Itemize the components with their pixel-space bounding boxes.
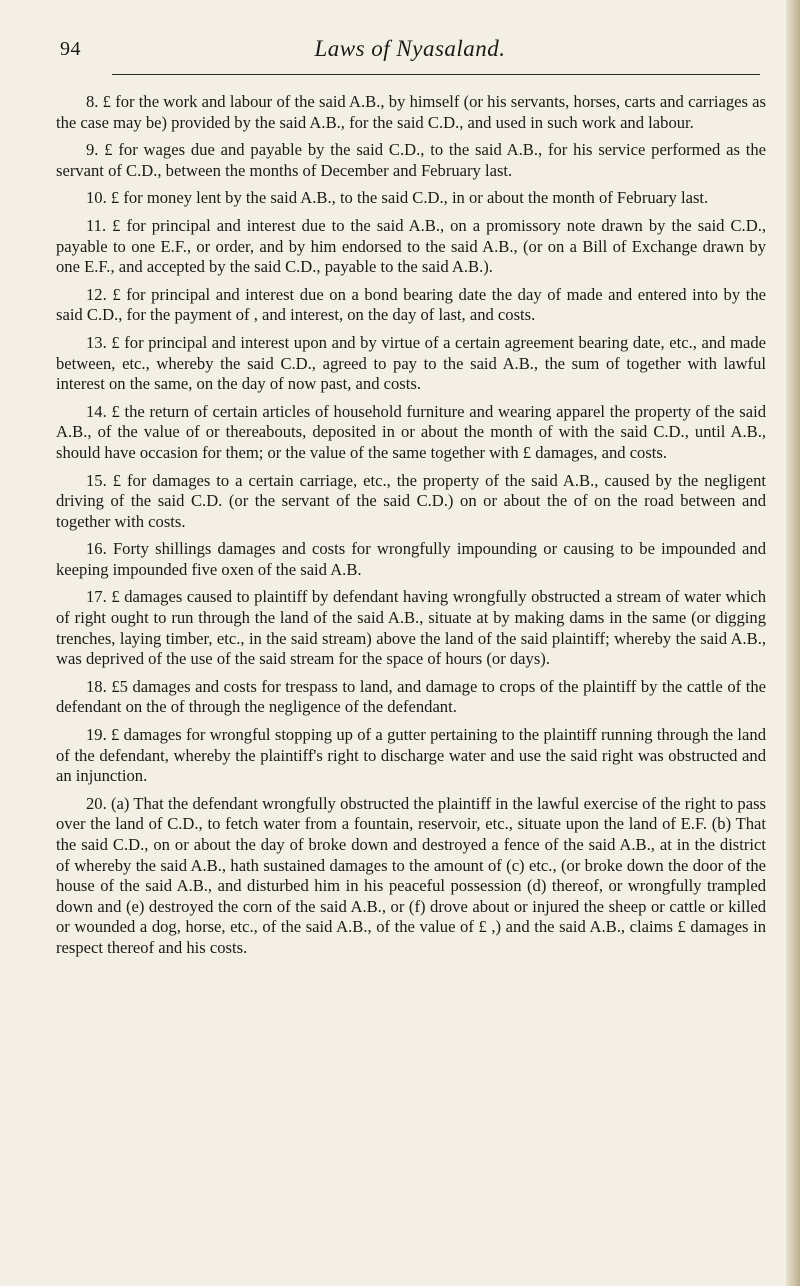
page-number: 94 (60, 38, 81, 60)
page-edge (786, 0, 800, 1286)
paragraph-13: 13. £ for principal and interest upon and by virtue of a certain agreement bearing date, etc., and made between, etc., whereby the said C.D., agreed to pay to the said A.B., the sum of together with lawful interest on the same, on the day of now past, and costs. (56, 332, 766, 394)
page-header (60, 34, 760, 74)
paragraph-20: 20. (a) That the defendant wrongfully obstructed the plaintiff in the lawful exercise of the right to pass over the land of C.D., to fetch water from a fountain, reservoir, etc., situate upon the land of E.F. (b) That the said C.D., on or about the day of broke down and destroyed a fence of the said A.B., at in the district of whereby the said A.B., hath sustained damages to the amount of (c) etc., (or broke down the door of the house of the said A.B., and disturbed him in his peaceful possession (d) thereof, or wrongfully trampled down and (e) destroyed the corn of the said A.B., or (f) drove about or injured the sheep or cattle or killed or wounded a dog, horse, etc., of the said A.B., of the value of £ ,) and the said A.B., claims £ damages in respect thereof and his costs. (56, 793, 766, 957)
paragraph-12: 12. £ for principal and interest due on a bond bearing date the day of made and entered into by the said C.D., for the payment of , and interest, on the day of last, and costs. (56, 284, 766, 325)
document-body (56, 92, 766, 966)
paragraph-15: 15. £ for damages to a certain carriage, etc., the property of the said A.B., caused by the negligent driving of the said C.D. (or the servant of the said C.D.) on or about the of on the road between and together with costs. (56, 470, 766, 531)
paragraph-14: 14. £ the return of certain articles of household furniture and wearing apparel the property of the said A.B., of the value of or thereabouts, deposited in or about the month of with the said C.D., until A.B., should have occasion for them; or the value of the same together with £ damages, and costs. (56, 401, 766, 462)
paragraph-8: 8. £ for the work and labour of the said A.B., by himself (or his servants, horses, carts and carriages as the case may be) provided by the said A.B., for the said C.D., and used in such work and labour. (56, 92, 766, 132)
header-rule (112, 74, 760, 75)
paragraph-10: 10. £ for money lent by the said A.B., to the said C.D., in or about the month of February last. (86, 188, 709, 208)
paragraph-19: 19. £ damages for wrongful stopping up of a gutter pertaining to the plaintiff running through the land of the defendant, whereby the plaintiff's right to discharge water and use the said right was obstructed and an injunction. (56, 725, 766, 786)
paragraph-17: 17. £ damages caused to plaintiff by defendant having wrongfully obstructed a stream of water which of right ought to run through the land of the said A.B., situate at by making dams in the same (or digging trenches, laying timber, etc., in the said stream) above the land of the said plaintiff; whereby the said A.B., was deprived of the use of the said stream for the space of hours (or days). (56, 587, 766, 669)
paragraph-16: 16. Forty shillings damages and costs for wrongfully impounding or causing to be impounded and keeping impounded five oxen of the said A.B. (56, 539, 766, 579)
running-title: Laws of Nyasaland. (314, 36, 506, 61)
paragraph-9: 9. £ for wages due and payable by the said C.D., to the said A.B., for his service performed as the servant of C.D., between the months of December and February last. (56, 140, 766, 180)
paragraph-11: 11. £ for principal and interest due to the said A.B., on a promissory note drawn by the said C.D., payable to one E.F., or order, and by him endorsed to the said A.B., (or on a Bill of Exchange drawn by one E.F., and accepted by the said C.D., payable to the said A.B.). (56, 215, 766, 277)
paragraph-18: 18. £5 damages and costs for trespass to land, and damage to crops of the plaintiff by the cattle of the defendant on the of through the negligence of the defendant. (56, 676, 766, 717)
